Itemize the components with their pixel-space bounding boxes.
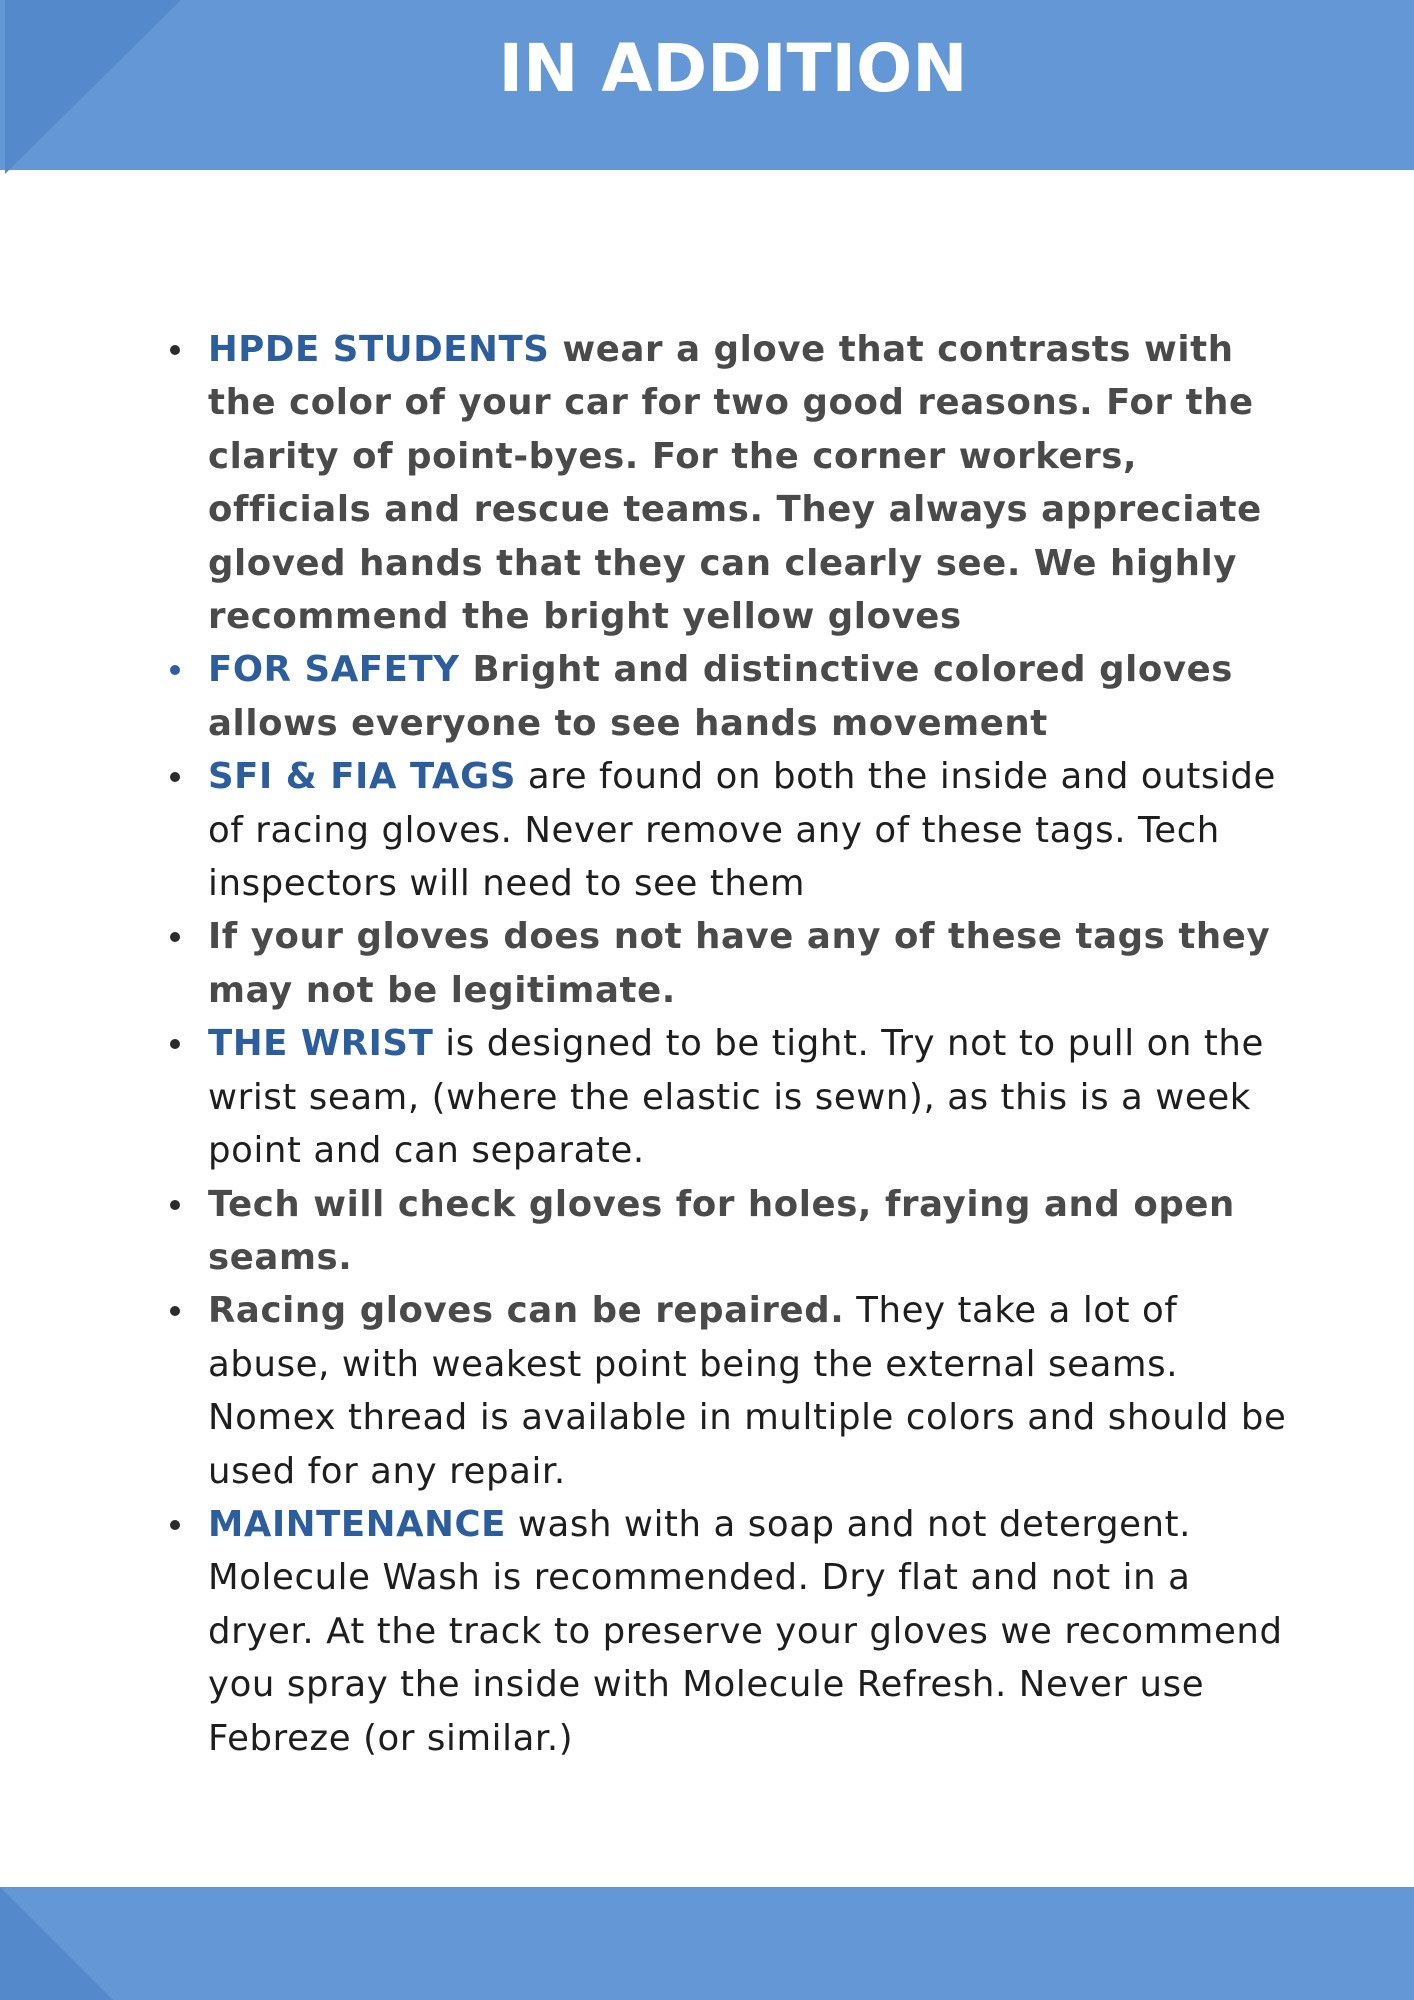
bullet-icon [170,345,180,355]
info-list [160,323,1300,1765]
list-item-the-wrist [208,1017,1300,1177]
page-title: IN ADDITION [498,30,968,107]
list-item-hpde-students [208,323,1300,643]
item-text: wash with a soap and not detergent. Molecule Wash is recommended. Dry flat and not in a dryer. At the track to preserve your gloves we recommend you spray the inside with Molecule Refresh. Never use Febreze (or similar.) [208,1503,1283,1759]
bullet-icon [170,1306,180,1316]
list-item-maintenance [208,1498,1300,1765]
item-lead: SFI & FIA TAGS [208,756,517,798]
item-text: They take a lot of abuse, with weakest point being the external seams. Nomex thread is available in multiple colors and should be used for any repair. [208,1290,1287,1492]
list-item-sfi-fia-tags [208,750,1300,910]
bullet-icon [170,1200,180,1210]
footer-band [0,1887,1414,2000]
item-text: wear a glove that contrasts with the color of your car for two good reasons. For the clarity of point-byes. For the corner workers, officials and rescue teams. They always appreciate gloved hands that they can clearly see. We highly recommend the bright yellow gloves [208,329,1262,638]
bullet-icon [170,932,180,942]
item-text: Tech will check gloves for holes, fraying and open seams. [208,1183,1235,1278]
bullet-icon [170,665,180,675]
item-lead: FOR SAFETY [208,649,460,691]
item-text: are found on both the inside and outside of racing gloves. Never remove any of these tags. Tech inspectors will need to see them [208,756,1276,905]
list-item-repair [208,1284,1300,1498]
item-lead: MAINTENANCE [208,1503,506,1545]
item-lead: HPDE STUDENTS [208,329,550,370]
item-text: is designed to be tight. Try not to pull on the wrist seam, (where the elastic is sewn), as this is a week point and can separate. [208,1023,1264,1172]
content [160,323,1300,1765]
item-lead: THE WRIST [208,1023,434,1065]
list-item-for-safety [208,643,1300,750]
item-lead: Racing gloves can be repaired. [208,1290,845,1332]
footer-corner-decoration [0,1887,113,2000]
bullet-icon [170,1039,180,1049]
item-text: If your gloves does not have any of these tags they may not be legitimate. [208,916,1271,1011]
bullet-icon [170,1520,180,1530]
item-text: Bright and distinctive colored gloves allows everyone to see hands movement [208,649,1234,744]
list-item-tags-legitimacy [208,910,1300,1017]
bullet-icon [170,772,180,782]
list-item-tech-check [208,1178,1300,1285]
